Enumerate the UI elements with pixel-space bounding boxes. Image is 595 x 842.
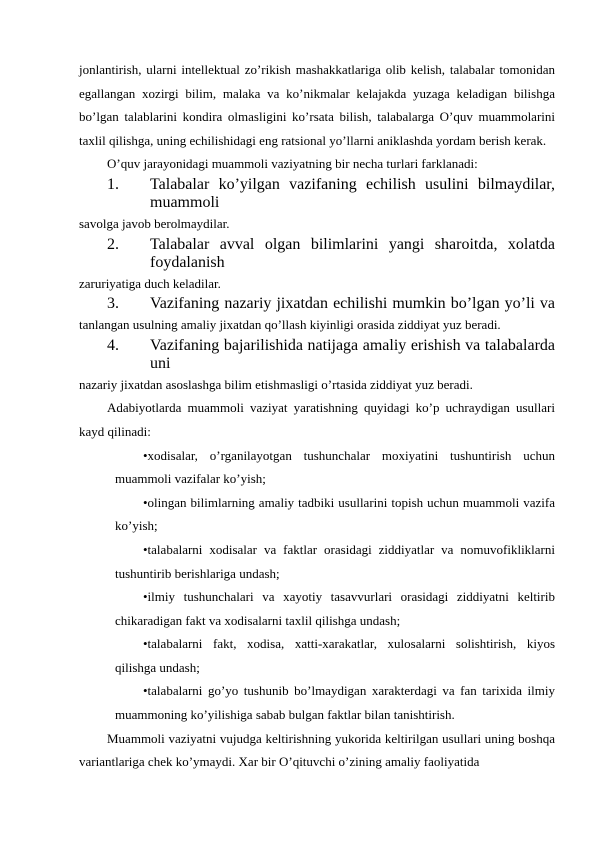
item-text: Talabalar avval olgan bilimlarini yangi sharoitda, xolatda foydalanish — [150, 235, 555, 271]
bullet-item: •talabalarni xodisalar va faktlar orasidagi ziddiyatlar va nomuvofikliklarni tushuntirib berishlariga undash; — [115, 541, 555, 581]
bullet-item: •ilmiy tushunchalari va xayotiy tasavvurlari orasidagi ziddiyatni keltirib chikaradigan fakt va xodisalarni taxlil qilishga undash; — [115, 589, 555, 628]
methods-heading: Adabiyotlarda muammoli vaziyat yaratishning quyidagi ko’p uchraydigan usullari kayd qilinadi: — [79, 400, 555, 439]
item-text: Vazifaning nazariy jixatdan echilishi mumkin bo’lgan yo’li va — [150, 295, 555, 313]
item-continuation: tanlangan usulning amaliy jixatdan qo’llash kiyinligi orasida ziddiyat yuz beradi. — [79, 317, 501, 333]
item-number: 4. — [107, 336, 119, 354]
bullet-list — [115, 444, 555, 727]
numbered-item — [79, 337, 555, 397]
types-heading: O’quv jarayonidagi muammoli vaziyatning bir necha turlari farklanadi: — [107, 156, 478, 172]
item-number: 3. — [107, 295, 119, 313]
bullet-item: •olingan bilimlarning amaliy tadbiki usullarini topish uchun muammoli vazifa ko’yish; — [115, 494, 555, 534]
item-continuation: zaruriyatiga duch keladilar. — [79, 275, 221, 291]
bullet-item: •talabalarni go’yo tushunib bo’lmaydigan xarakterdagi va fan tarixida ilmiy muammoning ko’yilishiga sabab bulgan faktlar bilan tanishtirish. — [115, 683, 555, 723]
numbered-item — [79, 295, 555, 337]
numbered-item — [79, 176, 555, 236]
numbered-item — [79, 236, 555, 296]
item-continuation: nazariy jixatdan asoslashga bilim etishmasligi o’rtasida ziddiyat yuz beradi. — [79, 376, 473, 392]
bullet-item: •xodisalar, o’rganilayotgan tushunchalar moxiyatini tushuntirish uchun muammoli vazifalar ko’yish; — [115, 447, 555, 487]
item-continuation: savolga javob berolmaydilar. — [79, 215, 230, 231]
document-page — [79, 58, 555, 774]
intro-paragraph: jonlantirish, ularni intellektual zo’rikish mashakkatlariga olib kelish, talabalar tomonidan egallangan xozirgi bilim, malaka va ko’nikmalar kelajakda yuzaga keladigan bilishga bo’lgan talablarini kondira olmasligini ko’rsata bilish, talabalarga O’quv muammolarini taxlil qilishga, uning echilishidagi eng ratsional yo’llarni aniklashda yordam berish kerak. — [79, 62, 555, 148]
item-number: 2. — [107, 235, 119, 253]
item-text: Vazifaning bajarilishida natijaga amaliy erishish va talabalarda uni — [150, 336, 555, 372]
bullet-item: •talabalarni fakt, xodisa, xatti-xarakatlar, xulosalarni solishtirish, kiyos qilishga undash; — [115, 636, 555, 675]
item-number: 1. — [107, 175, 119, 193]
closing-paragraph: Muammoli vaziyatni vujudga keltirishning yukorida keltirilgan usullari uning boshqa variantlariga chek ko’ymaydi. Xar bir O’qituvchi o’zining amaliy faoliyatida — [79, 730, 555, 770]
item-text: Talabalar ko’yilgan vazifaning echilish usulini bilmaydilar, muammoli — [150, 175, 555, 211]
